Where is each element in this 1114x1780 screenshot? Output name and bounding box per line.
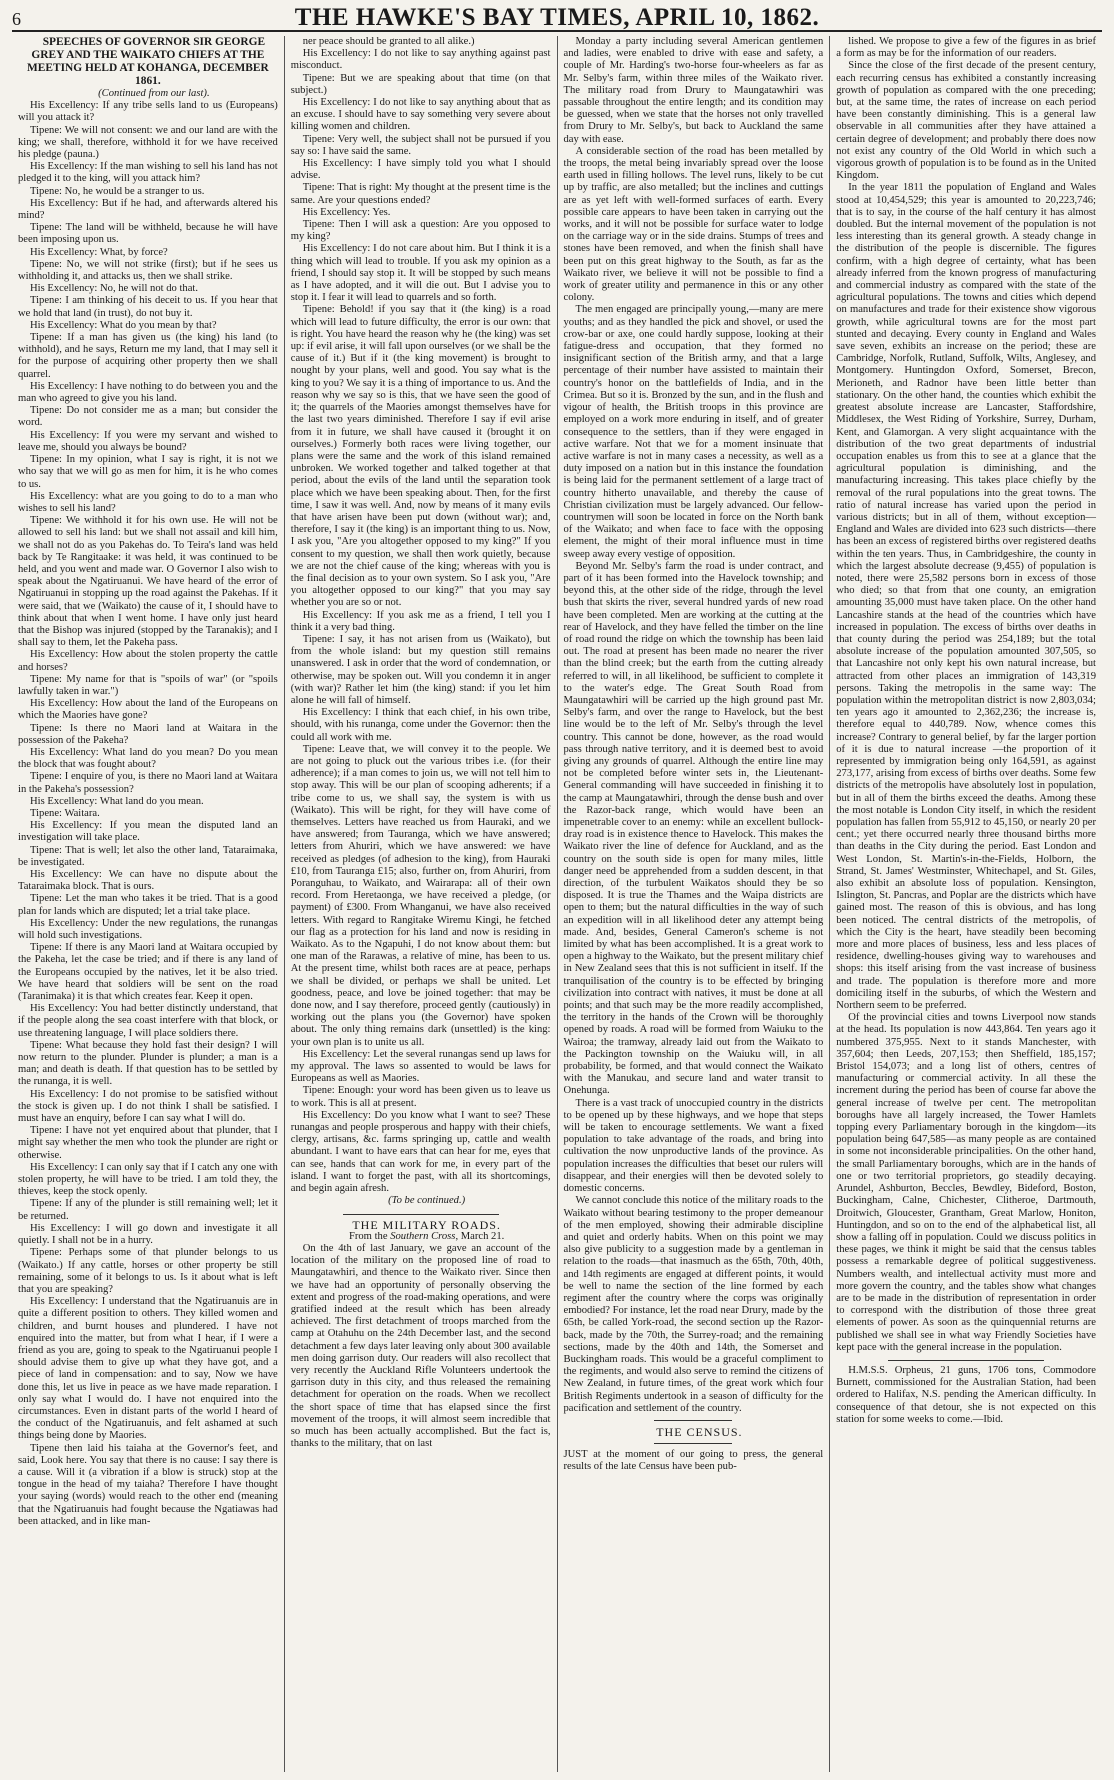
paragraph: His Excellency: What land do you mean.: [30, 795, 204, 807]
paragraph: ner peace should be granted to all alike.): [302, 36, 475, 47]
paragraph: His Excellency: what are you going to do to a man who wishes to sell his land?: [18, 490, 278, 514]
speeches-heading: SPEECHES OF GOVERNOR SIR GEORGE GREY AND THE WAIKATO CHIEFS AT THE MEETING HELD AT KOHANGA, DECEMBER 1861.: [27, 36, 269, 87]
paragraph: Tipene: The land will be withheld, because he will have been imposing upon us.: [18, 222, 278, 246]
paragraph: Tipene: Enough: your word has been given us to leave us to work. This is all at present.: [290, 1085, 551, 1109]
paragraph: Tipene: Very well, the subject shall not be pursued if you say so: I have said the same.: [290, 133, 551, 157]
paragraph: His Excellency: I have simply told you what I should advise.: [290, 158, 551, 182]
paragraph: Tipene: I am thinking of his deceit to us. If you hear that we hold that land (in trust), do not buy it.: [18, 295, 278, 319]
section-rule: [888, 1360, 1044, 1361]
paragraph: lished. We propose to give a few of the figures in as brief a form as may be for the information of our readers.: [836, 36, 1096, 60]
paragraph: In the year 1811 the population of England and Wales stood at 10,454,529; this year is amounted to 20,223,746; that is to say, in the course of the half century it has almost doubled. But the internal movement of the population is not less interesting than its general growth. A steady change in the distribution of the people is discernible. The figures confirm, with a high degree of certainty, what has been already inferred from the known progress of manufacturing and commercial industry as compared with the state of the agricultural populations. The towns and cities which depend on manufactures and trade for their existence show vigorous growth, while agricultural towns are for the most part stunted and decaying. Every county in England and Wales save seven, exhibits an increase on the period; these are Cambridge, Norfolk, Rutland, Suffolk, Wilts, Anglesey, and Montgomery. Huntingdon Oxford, Somerset, Brecon, Merioneth, and Radnor have been little better than stationary. On the other hand, the counties which exhibit the greatest absolute increase are Lancaster, Staffordshire, Middlesex, the West Riding of Yorkshire, Surrey, Durham, Kent, and Glamorgan. A very slight acquaintance with the distribution of the two great departments of industrial occupation enables us from this to see at a glance that the agricultural population is diminishing, and the manufacturing increasing. This takes place chiefly by the removal of the rural populations into the great towns. The ratio of natural increase has varied upon the period in various districts; but in all of them, without exception—England and Wales are divided into 623 such districts—there has been an excess of registered births over registered deaths within the ten years. Thus, in Cambridgeshire, the county in which the largest absolute decrease (9,455) of population is noted, there were 25,582 persons born in excess of those who died; so that from that one county, an emigration amounting 35,000 must have taken place. On the other hand Lancashire stands at the head of the countries which have increased in population. The excess of births over deaths in that county during the period was 254,189; but the total absolute increase of the population amounted 307,505, so that Lancashire not only kept his own natural increase, but attracted from other places an immigration of 143,319 persons. Taking the metropolis in the same way: The population within the metropolitan district is now 2,803,034; ten years ago it amounted to 2,362,236; the increase is, therefore equal to 440,789. Now, whence comes this increase? Contrary to general belief, by far the larger portion of it is due to natural increase —the proportion of it represented by immigration being only 164,591, as against 273,177, arising from excess of births over deaths. Some few districts of the metropolis have absolutely lost in population, but in all of them the births exceed the deaths. Among these the most notable is London City itself, in which the resident population has fallen from 55,912 to 45,150, or nearly 20 per cent.; yet there occurred nearly three thousand births more than deaths in the City during the period. East London and West London, St. Martin's-in-the-Fields, Holborn, the Strand, St. James' Westminster, Whitechapel, and St. Giles, also exhibit an absolute loss of population. Kensington, Islington, St. Pancras, and Poplar are the districts which have gained most. The reason of this is obvious, and has long been noticed. The central districts of the metropolis, of which the City is the heart, have steadily been becoming more and more places of business, less and less places of residence, dwelling-houses giving way to warehouses and shops: this itself arising from the vast increase of business and trade. The population is therefore more and more domiciling itself in the suburbs, of which the Western and Northern seem to be preferred.: [836, 182, 1096, 1012]
paragraph: Tipene then laid his taiaha at the Governor's feet, and said, Look here. You say that there is no cause: I say there is a cause. Will it (a vibration if a blow is struck) stop at the tongue in the head of my taiaha? Therefore I have thought your saying (words) would reach to the other end (meaning that the Ngatiruanuis had fought because the Ngatiawas had been attacked, and in like man-: [18, 1442, 278, 1527]
military-roads-source: [291, 1231, 551, 1243]
paragraph: There is a vast track of unoccupied country in the districts to be opened up by these highways, and we hope that steps will be taken to encourage settlements. We want a fixed population to take advantage of the roads, and bring into cultivation the now unproductive lands of the province. As population increases the difficulties that beset our rulers will disappear, and their energies will then be devoted solely to domestic concerns.: [563, 1097, 824, 1195]
paragraph: His Excellency: I will go down and investigate it all quietly. I shall not be in a hurry.: [18, 1222, 278, 1247]
paragraph: Beyond Mr. Selby's farm the road is under contract, and part of it has been formed into the Havelock township; and beyond this, at the other side of the ridge, through the level bush that skirts the river, several hundred yards of new road have been completed. Men are working at the cutting at the rear of Havelock, and they have felled the timber on the line of road round the ridge on which the township has been laid out. The road at present has been made no nearer the river than the blind creek; but the earth from the cutting already referred to will, in all likelihood, be sufficient to complete it to the water's edge. The Great South Road from Maungatawhiri will be carried up the high ground past Mr. Selby's farm, and over the range to Havelock, but the best line would be to the left of Mr. Selby's through the level country. This cannot be done, however, as the road would pass through native territory, and it is deemed best to avoid giving any grounds of quarrel. Although the entire line may not be completed before winter sets in, the Lieutenant-General commanding will have succeeded in finishing it to the camp at Maungatawhiri, through the dense bush and over the Razor-back range, which would have been an impenetrable cover to an enemy: while an excellent bullock-dray road is in existence thence to Havelock. This makes the Waikato river the line of defence for Auckland, and as the country on the south side is open for many miles, little danger need be apprehended from a sudden descent, in that direction, of the turbulent Waikatos should they be so disposed. It is true the Thames and the Waipa districts are open to them; but the natural difficulties in the way of such an expedition will in all likelihood deter any attempt being made. And, besides, General Cameron's scheme is not limited by what has been accomplished. It is a great work to open a highway to the Waikato, but the present military chief in New Zealand sees that this is not sufficient in itself. If the tranquilisation of the country is to be effected by bringing civilization into contract with natives, it must be done at all points; and that such may be the more readily accomplished, the territory in the hands of the Crown will be thoroughly opened by roads. A road will be formed from Waiuku to the Wairoa; the tramway, already laid out from the Waikato to the Packington township on the Waiuku will, in all probability, be formed, and that would connect the Waikato with the Manukau, and secure land and water transit to Onehunga.: [563, 560, 824, 1097]
paragraph: His Excellency: I do not like to say anything against past misconduct.: [290, 48, 551, 72]
paragraph: His Excellency: What do you mean by that?: [30, 319, 217, 331]
paragraph: Tipene: Waitara.: [30, 807, 100, 819]
speeches-body-continued: [291, 36, 551, 1195]
paragraph: His Excellency: Do you know what I want to see? These runangas and people prosperous and happy with their chiefs, clergy, artisans, &c. farms springing up, cattle and wealth abundant. I want to have ears that can hear for me, eyes that can see, hands that can work for me, in every part of the island. I want to forget the past, with all its shortcomings, and begin again afresh.: [290, 1109, 551, 1195]
paragraph: His Excellency: You had better distinctly understand, that if the people along the sea coast interfere with that block, or use threatening language, I will place soldiers there.: [18, 1003, 278, 1039]
paragraph: We cannot conclude this notice of the military roads to the Waikato without bearing testimony to the proper demeanour of the men employed, showing their admirable discipline and quiet and orderly habits. When on this point we may also give publicity to a suggestion made by a gentleman in relation to the roads—that inasmuch as the 65th, 70th, 40th, and 14th regiments are engaged at different points, it would be well to name the section of the line formed by each regiment after the country where the corps was originally embodied? For instance, let the road near Drury, made by the 65th, be called York-road, the second section up the Razor-back, made by the 70th, the Surrey-road; and the remaining sections, made by the 40th and 14th, the Somerset and Buckingham roads. This would be a graceful compliment to the regiments, and would also serve to remind the citizens of New Zealand, in future times, of the great work which four British Regiments undertook in a season of difficulty for the pacification and settlement of the country.: [563, 1195, 824, 1414]
census-heading: THE CENSUS.: [656, 1424, 743, 1439]
paragraph: His Excellency: I understand that the Ngatiruanuis are in quite a different position to others. They killed women and children, and burnt houses and plundered. I have not enquired into the matter, but from what I hear, if I were a friend as you are, going to speak to the Ngatiruanui people I should advise them to give up what they have got, and a piece of land in compensation: and to say, Now we have done this, let us live in peace as we have made reparation. I only say what I would do. I have not enquired into the circumstances. Even in distant parts of the world I heard of the conduct of the Ngatiruanuis, and felt ashamed at such things being done by Maories.: [18, 1296, 278, 1442]
section-rule: [654, 1420, 732, 1421]
paragraph: Tipene: Perhaps some of that plunder belongs to us (Waikato.) If any cattle, horses or other property be still remaining, some of it belongs to us. Is it about what is left that you are speaking?: [18, 1247, 278, 1295]
paragraph: His Excellency: Under the new regulations, the runangas will hold such investigations.: [18, 917, 278, 942]
paragraph: His Excellency: What, by force?: [30, 246, 168, 258]
continued-from-note: (Continued from our last).: [98, 88, 210, 99]
paragraph: A considerable section of the road has been metalled by the troops, the metal being invariably spread over the loose earth used in filling hollows. The level runs, likely to be cut up by traffic, are also metalled; but the inclines and cuttings are as yet left with well-formed surfaces of earth. Every possible care appears to have been taken in carrying out the works, and it will not be possible for surface water to lodge on the carriage way or in the side drains. Stumps of trees and stones have been removed, and when the finish shall have been put on this great highway to the South, as far as the Waikato river, we believe it will not be possible to find a work of greater utility and permanence in this or any other colony.: [563, 145, 824, 304]
page-number: 6: [12, 9, 21, 29]
paragraph: His Excellency: No, he will not do that.: [30, 283, 198, 295]
paragraph: Monday a party including several American gentlemen and ladies, were enabled to drive with ease and safety, a couple of Mr. Harding's two-horse four-wheelers as far as Mr. Selby's farm, within three miles of the Waikato river. The military road from Drury to Maungatawhiri was passable throughout the entire length; and its condition may be guessed, when we state that the horses not only travelled from Drury to Mr. Selby's, but back to Auckland the same day with ease.: [563, 36, 824, 145]
paragraph: Tipene: We will not consent: we and our land are with the king; we shall, therefore, withhold it for we have received his pledge (pauna.): [18, 124, 278, 161]
military-roads-heading: THE MILITARY ROADS.: [352, 1217, 501, 1232]
paragraph: Tipene: What because they hold fast their design? I will now return to the plunder. Plunder is plunder; a man is a man; and death is death. If that question has to be settled by the runanga, it is well.: [18, 1039, 278, 1088]
paragraph: Tipene: That is right: My thought at the present time is the same. Are your questions ended?: [290, 182, 551, 206]
paragraph: His Excellency: Let the several runangas send up laws for my approval. The laws so assented to would be laws for Europeans as well as Maories.: [290, 1048, 551, 1085]
source-date: , March 21.: [455, 1230, 505, 1242]
paragraph: Tipene: Let the man who takes it be tried. That is a good plan for lands which are disputed; let a trial take place.: [18, 893, 278, 917]
column-3: [557, 36, 830, 1772]
paragraph: Tipene: We withhold it for his own use. He will not be allowed to sell his land: but we shall not assail and kill him, we shall not do as you Pakehas do. To Teira's land was held back by Te Rangitaake: it was held, it was continued to be held, and you went and made war. O Governor I also wish to speak about the Ngatiruanui. We have heard of the error of Ngatiruanui in stopping up the road against the Pakehas. If it were said, that we (Waikato) the cause of it, I should have to think about that when I went home. I have only just heard that the Bishop was injured (stopped by the Taranakis); and I shall say to them, let the Pakeha pass.: [18, 515, 278, 649]
masthead: [12, 4, 1102, 32]
paragraph: His Excellency: I have nothing to do between you and the man who agreed to give you his land.: [18, 380, 278, 405]
paragraph: His Excellency: If any tribe sells land to us (Europeans) will you attack it?: [18, 100, 278, 124]
paragraph: His Excellency: I can only say that if I catch any one with stolen property, he will have to be tried. I am told they, the thieves, keep the stock openly.: [18, 1161, 278, 1198]
paragraph: His Excellency: If you mean the disputed land an investigation will take place.: [18, 820, 278, 844]
section-rule: [654, 1443, 732, 1444]
paragraph: His Excellency: If you were my servant and wished to leave me, should you always be bound?: [18, 429, 278, 453]
paragraph: Tipene: That is well; let also the other land, Tataraimaka, be investigated.: [18, 844, 278, 868]
section-rule: [343, 1214, 499, 1215]
paragraph: His Excellency: If you ask me as a friend, I tell you I think it a very bad thing.: [290, 609, 551, 633]
paragraph: Tipene: In my opinion, what I say is right, it is not we who say that we will go as men for him, it is he who comes to us.: [18, 454, 278, 490]
paragraph: Tipene: My name for that is "spoils of war" (or "spoils lawfully taken in war."): [18, 673, 278, 697]
orpheus-news-item: H.M.S.S. Orpheus, 21 guns, 1706 tons, Commodore Burnett, commissioned for the Australian Station, had been ordered to Halifax, N.S. pending the American difficulty. In consequence of that detour, she is not expected on this station for some weeks to come.—Ibid.: [836, 1364, 1096, 1425]
paragraph: Tipene: If any of the plunder is still remaining well; let it be returned.: [18, 1198, 278, 1222]
paragraph: Tipene: I enquire of you, is there no Maori land at Waitara in the Pakeha's possession?: [18, 771, 278, 795]
paragraph: Since the close of the first decade of the present century, each recurring census has exhibited a constantly increasing growth of population as compared with the one preceding; but, at the same time, the rates of increase on each period have been constantly diminishing. This is a general law observable in all communities after they have attained a certain degree of development; and probably there does now not exist any country of the Old World in which such a vigorous growth of population is to be found as in the United Kingdom.: [836, 60, 1096, 182]
paragraph: Tipene: No, we will not strike (first); but if he sees us withholding it, and attacks us, then we shall strike.: [18, 258, 278, 283]
paragraph: Tipene: Is there no Maori land at Waitara in the possession of the Pakeha?: [18, 722, 278, 746]
paragraph: Tipene: Then I will ask a question: Are you opposed to my king?: [290, 219, 551, 243]
paragraph: His Excellency: I do not promise to be satisfied without the stock is given up. I do not think I shall be satisfied. I must have an enquiry, before I can say what I will do.: [18, 1088, 278, 1125]
paragraph: Tipene: Do not consider me as a man; but consider the word.: [18, 405, 278, 429]
paragraph: His Excellency: Yes.: [302, 206, 391, 218]
military-roads-body: [291, 1243, 551, 1450]
census-intro: JUST at the moment of our going to press, the general results of the late Census have been pub-: [563, 1449, 824, 1473]
paragraph: Tipene: I say, it has not arisen from us (Waikato), but from the whole island: but my question still remains unanswered. I ask in order that the word of condemnation, or otherwise, may be spoken out. Will you condemn it in anger (with war)? Rather let him (the king) stand: if you let him alone he will fall of himself.: [290, 633, 551, 706]
paragraph: Of the provincial cities and towns Liverpool now stands at the head. Its population is now 443,864. Ten years ago it numbered 375,955. Next to it stands Manchester, with 357,604; then Leeds, 207,153; then Sheffield, 185,157; Bristol 154,073; and a long list of others, centres of manufacturing or commercial activity. In all these the increment during the period has been of course far above the general increase of twelve per cent. The metropolitan boroughs have all largely increased, the Tower Hamlets topping every Parliamentary borough in the kingdom—its population being 647,585—as many people as are contained in some not inconsiderable principalities. On the other hand, the small Parliamentary boroughs, which are in the hands of one or two territorial proprietors, go steadily decaying. Arundel, Ashburton, Beccles, Bewdley, Bideford, Boston, Buckingham, Calne, Chichester, Clitheroe, Dartmouth, Droitwich, Gloucester, Grantham, Great Marlow, Honiton, Huntingdon, and so on to the end of the alphabetical list, all show a falling off in population. Could we discuss politics in these pages, we think it might be said that the census tables possess a remarkable degree of political suggestiveness. Numbers wealth, and intellectual activity must more and more govern the country, and the tables show what changes are to be made in the distribution of representation in order to correspond with the distribution of those three great elements of power. As soon as the quinquennial returns are published we shall see in what way Friendly Societies have kept pace with the general increase in the population.: [836, 1012, 1096, 1353]
paragraph: Tipene: Leave that, we will convey it to the people. We are not going to pluck out the various tribes i.e. (for their adherence); if a man comes to join us, we will not tell him to stop away. This will be our plan of scooping adherents; if a tribe come to us, we shall say, the system is with us (Waikato). This will be right, for they will have come of themselves. Letters have reached us from Hauraki, and we have answered; from Tauranga, which we have answered; letters from Ahuriri, which we have answered: we have received as pledges (of adhesion to the king), from Hauraki £10, from Tauranga £15; also, further on, from Ahuriri, from Poranguhau, to Waikato, and Wairarapa: all of their own record. From Heretaonga, we have received a pledge, (or payment) of £300. From Whanganui, we have also received letters. With regard to Rangitake Wiremu Kingi, he fetched our flag as a protection for his land and now is residing in Waikato. As to the Ngapuhi, I do not know about them: but one man of the Rarawas, a relative of mine, has been to us. At the present time, whilst both races are at peace, perhaps we shall be divided, or perhaps we shall be united. Let goodness, peace, and love be joined together: that may be done now, and I say therefore, proceed gently (cautiously) in working out the plans you (the Governor) have spoken about. The only thing remains dark (unsettled) is the king: your own plan is to unite us all.: [290, 743, 551, 1048]
columns: [12, 36, 1102, 1772]
paragraph: The men engaged are principally young,—many are mere youths; and as they handled the pick and shovel, or used the crow-bar or axe, one could hardly suppose, looking at their fatigue-dress and occupation, that they formed no insignificant section of the British army, and that a large percentage of their number have assisted to maintain their country's honor on the battlefields of India, and in the Crimea. But so it is. Bronzed by the sun, and in the flush and vigour of health, the British troops in this province are employed on a work more enduring in itself, and of greater consequence to the settlers, than if they were engaged in active warfare. Not that we for a moment insinuate that active warfare is not in many cases a necessity, as well as a duty imposed on a nation but in this instance the foundation is being laid for the permanent settlement of a large tract of country hitherto unavailable, and thereby the cause of Christian civilization must be largely advanced. Our fellow-countrymen will soon be located in force on the North bank of the Waikato; and when face to face with the opposing element, the might of their moral influence must in time sweep away every vestige of opposition.: [563, 304, 824, 560]
paragraph: Tipene: No, he would be a stranger to us.: [30, 185, 205, 197]
to-be-continued-note: (To be continued.): [388, 1195, 466, 1207]
paragraph: Tipene: Behold! if you say that it (the king) is a road which will lead to future difficulty, the error is our own: that is right. You have heard the reason why he (the king) was set up: if evil arise, it will fall upon ourselves (or we shall be the cause of it.) But if it (the king movement) is brought to nought by your plans, well and good. You say what is the king to you? We say it is a thing of importance to us. And the reason why we say so is this, that we have seen the good of it; the quarrels of the Maories amongst themselves have for the last two years diminished. Therefore I say if evil arise from it in future, we shall have caused it (brought it on ourselves.) Formerly both races were living together, our plans were the same and the work of this island remained unbroken. We worked together and talked together at that period, about the evils of the land until the separation took place which we have been speaking about. Then, for the first time, I saw it was well. And, now by means of it many evils that have arisen have been put down (without war); and, therefore, I say it (the king) is an important thing to us. Now, I ask you, "Are you altogether opposed to my king?" If you consent to my question, we shall then work quietly, because we are not the chief cause of the king; whereas with you is the final decision as to your own system. So I ask you, "Are you altogether opposed to our king?" that you may say whether you are so or not.: [290, 304, 551, 609]
paragraph: Tipene: If there is any Maori land at Waitara occupied by the Pakeha, let the case be tried; and if there is any land of the Europeans occupied by the natives, let it be also tried. We have heard that soldiers will be sent on the road (Taranimaka) it is that which creates fear. Keep it open.: [18, 942, 278, 1003]
paragraph: His Excellency: If the man wishing to sell his land has not pledged it to the king, will you attack him?: [18, 161, 278, 185]
speeches-body: [18, 100, 278, 1528]
paragraph: On the 4th of last January, we gave an account of the location of the military on the proposed line of road to Maungatawhiri, and thence to the Waikato river. Since then we have had an opportunity of personally observing the extent and progress of the road-making operations, and were gratified indeed at the result which has been already achieved. The first detachment of troops marched from the camp at Otahuhu on the 24th December last, and the second detachment a few days later leaving only about 300 available men doing garrison duty. Our readers will also recollect that very recently the Auckland Rifle Volunteers undertook the garrison duty in this city, and thus released the remaining detachment for operation on the roads. When we recollect the short space of time that has elapsed since the first movement of the troops, it will almost seem incredible that so much has been actually accomplished. But the fact is, thanks to the military, that on last: [290, 1242, 551, 1450]
paragraph: His Excellency: I do not care about him. But I think it is a thing which will lead to trouble. If you ask my opinion as a friend, I should say stop it. It will be stopped by such means as I have adopted, and it will die out. But I advise you to stop it. I fear it will lead to quarrels and so forth.: [290, 243, 551, 304]
paragraph: His Excellency: What land do you mean? Do you mean the block that was fought about?: [18, 746, 278, 771]
military-roads-body-continued: [564, 36, 824, 1415]
paragraph: His Excellency: We can have no dispute about the Tataraimaka block. That is ours.: [18, 869, 278, 893]
source-paper: Southern Cross: [390, 1230, 456, 1242]
column-1: [12, 36, 284, 1772]
paragraph: Tipene: I have not yet enquired about that plunder, that I might say whether the men who took the plunder are right or otherwise.: [18, 1125, 278, 1161]
paragraph: Tipene: But we are speaking about that time (on that subject.): [290, 72, 551, 96]
column-2: [284, 36, 557, 1772]
paragraph: Tipene: If a man has given us (the king) his land (to withhold), and he says, Return me my land, that I may sell it for the purpose of acquiring other property then we shall quarrel.: [18, 332, 278, 380]
source-prefix: From the: [348, 1230, 388, 1242]
newspaper-title: THE HAWKE'S BAY TIMES, APRIL 10, 1862.: [294, 4, 820, 31]
paragraph: His Excellency: How about the stolen property the cattle and horses?: [18, 649, 278, 673]
census-body: [836, 36, 1096, 1354]
paragraph: His Excellency: I think that each chief, in his own tribe, should, with his runanga, come under the Governor: then the could all work with me.: [290, 707, 551, 743]
paragraph: His Excellency: I do not like to say anything about that as an excuse. I should have to say something very severe about killing women and children.: [290, 97, 551, 133]
paragraph: His Excellency: How about the land of the Europeans on which the Maories have gone?: [18, 698, 278, 722]
paragraph: His Excellency: But if he had, and afterwards altered his mind?: [18, 197, 278, 222]
column-4: [829, 36, 1102, 1772]
